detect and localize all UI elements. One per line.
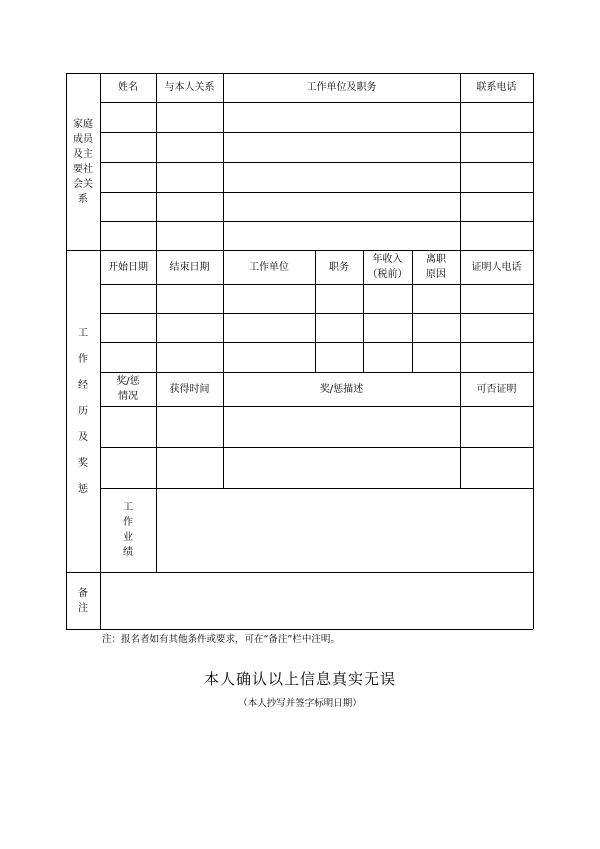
form-note: 注：报名者如有其他条件或要求，可在“备注”栏中注明。 — [102, 634, 340, 645]
row-divider — [100, 406, 533, 407]
header-employer-position: 工作单位及职务 — [306, 82, 377, 93]
row-divider — [100, 221, 533, 222]
header-award-status: 奖/惩 情况 — [116, 376, 140, 402]
row-divider — [100, 192, 533, 193]
confirmation-title: 本人确认以上信息真实无误 — [203, 670, 396, 688]
table-border — [533, 73, 534, 629]
family-section-label: 家庭 成员 及主 要社 会关 系 — [73, 118, 93, 205]
header-end-date: 结束日期 — [169, 261, 210, 273]
header-award-description: 奖/惩描述 — [319, 383, 364, 395]
performance-field[interactable] — [157, 489, 532, 571]
row-divider — [100, 132, 533, 133]
header-phone: 联系电话 — [476, 82, 517, 93]
row-divider — [100, 284, 533, 285]
header-employer: 工作单位 — [249, 261, 289, 273]
table-border — [66, 629, 533, 630]
header-name: 姓名 — [118, 82, 138, 93]
header-award-time: 获得时间 — [169, 383, 210, 395]
header-reference-phone: 证明人电话 — [471, 261, 522, 273]
header-start-date: 开始日期 — [108, 261, 148, 273]
row-divider — [100, 162, 533, 163]
header-annual-income: 年收入 （税前） — [367, 254, 408, 280]
header-relation: 与本人关系 — [164, 82, 215, 93]
performance-label: 工 作 业 绩 — [123, 502, 133, 558]
remarks-field[interactable] — [101, 573, 532, 628]
row-divider — [100, 102, 533, 103]
row-divider — [100, 447, 533, 448]
confirmation-subtitle: （本人抄写并签字标明日期） — [238, 698, 362, 709]
header-verifiable: 可否证明 — [476, 383, 517, 395]
row-divider — [100, 342, 533, 343]
row-divider — [100, 313, 533, 314]
header-leave-reason: 离职 原因 — [426, 254, 446, 280]
work-section-label: 工 作 经 历 及 奖 惩 — [78, 327, 88, 495]
remarks-label: 备 注 — [78, 587, 88, 614]
header-position: 职务 — [329, 261, 349, 273]
